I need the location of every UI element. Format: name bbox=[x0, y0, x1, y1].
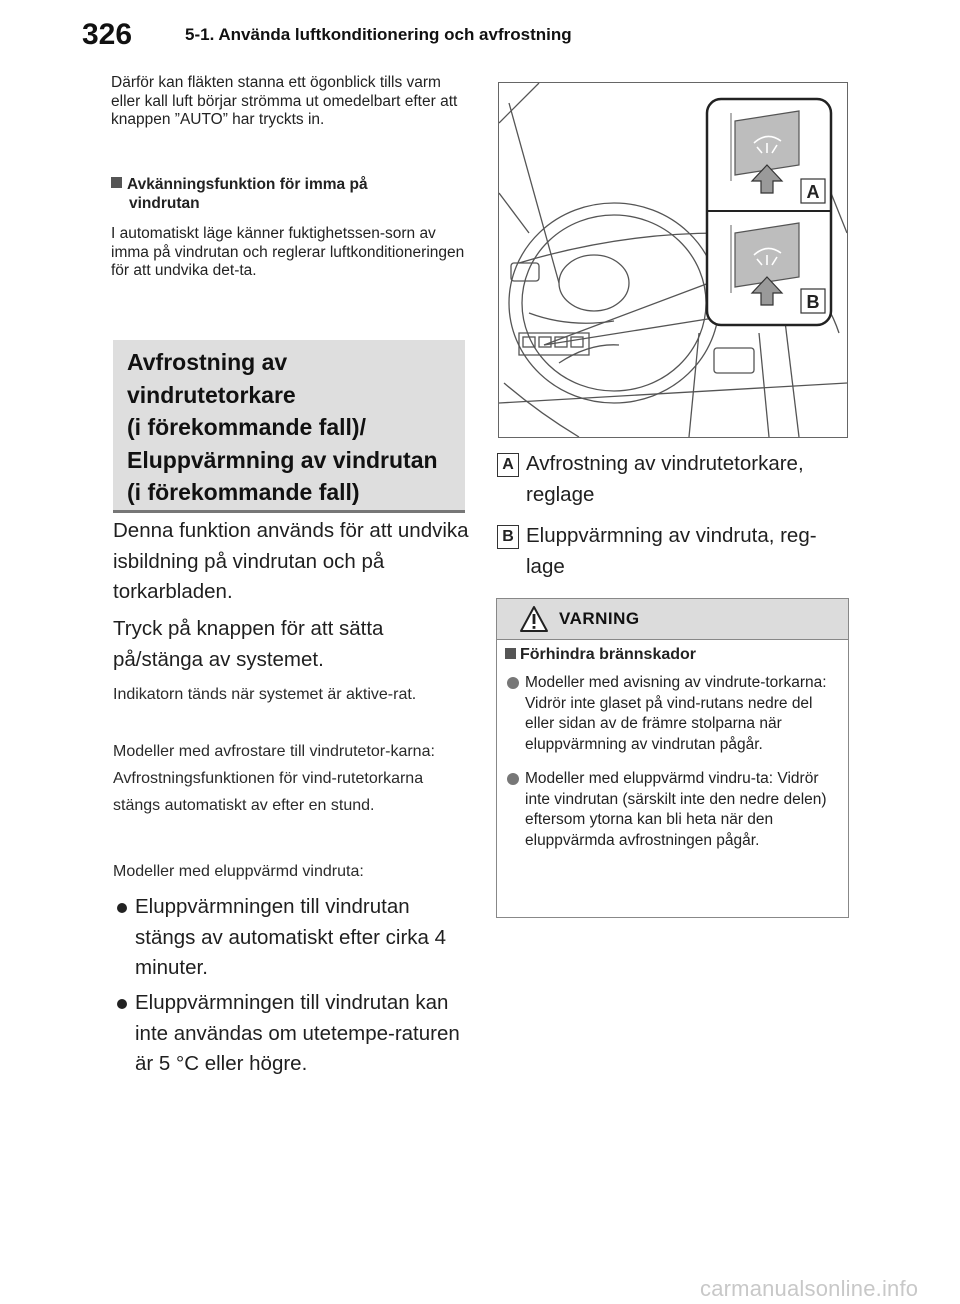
caption-b bbox=[526, 521, 846, 582]
list-item bbox=[113, 892, 473, 984]
caption-a-line-2: reglage bbox=[526, 482, 595, 506]
humidity-paragraph: I automatiskt läge känner fuktighetssen-sorn av imma på vindrutan och reglerar luftkonditioneringen för att undvika det-ta. bbox=[111, 225, 465, 279]
square-bullet-icon bbox=[111, 177, 122, 188]
heading-line: Avfrostning av bbox=[127, 349, 288, 375]
intro-paragraph: Därför kan fläkten stanna ett ögonblick tills varm eller kall luft börjar strömma ut omedelbart efter att knappen ”AUTO” har tryckts in. bbox=[111, 74, 458, 128]
warning-title: VARNING bbox=[559, 609, 640, 628]
dashboard-illustration bbox=[498, 82, 848, 438]
list-item bbox=[113, 988, 473, 1080]
list-item-text: Eluppvärmningen till vindrutan kan inte användas om utetempe-raturen är 5 °C eller högre. bbox=[135, 991, 460, 1075]
caption-b-line-1: Eluppvärmning av vindruta, reg- bbox=[526, 524, 817, 547]
circle-bullet-icon bbox=[507, 677, 519, 689]
subheading-line-1: Avkänningsfunktion för imma på bbox=[127, 176, 368, 193]
square-bullet-icon bbox=[505, 648, 516, 659]
body-paragraph-heated-models: Modeller med eluppvärmd vindruta: bbox=[113, 863, 364, 880]
warning-subheading bbox=[505, 645, 840, 665]
body-paragraph-indicator: Indikatorn tänds när systemet är aktive-rat. bbox=[113, 686, 417, 703]
page-number: 326 bbox=[82, 18, 133, 51]
body-paragraph-wiper-models: Modeller med avfrostare till vindrutetor-karna: Avfrostningsfunktionen för vind-rutetorkarna stängs automatiskt av efter en stund. bbox=[113, 743, 435, 814]
warning-item-text: Modeller med eluppvärmd vindru-ta: Vidrör inte vindrutan (särskilt inte den nedre delen) eftersom ytorna kan bli heta när den eluppvärmda avfrostningen pågår. bbox=[525, 770, 827, 849]
warning-body bbox=[505, 645, 840, 851]
warning-item bbox=[505, 769, 840, 851]
dashboard-drawing bbox=[499, 83, 847, 437]
warning-box bbox=[496, 598, 849, 918]
caption-a-line-1: Avfrostning av vindrutetorkare, bbox=[526, 452, 804, 475]
heading-line: (i förekommande fall) bbox=[127, 479, 360, 505]
bullet-dot-icon bbox=[117, 903, 127, 913]
caption-letter-a: A bbox=[497, 453, 519, 477]
heading-line: (i förekommande fall)/ bbox=[127, 414, 366, 440]
caption-a bbox=[526, 449, 846, 510]
warning-item bbox=[505, 673, 840, 755]
heading-line: Eluppvärmning av vindrutan bbox=[127, 446, 438, 473]
subheading-line-2: vindrutan bbox=[129, 195, 200, 212]
body-paragraph-button: Tryck på knappen för att sätta på/stänga av systemet. bbox=[113, 617, 384, 671]
section-heading-box bbox=[113, 340, 465, 513]
warning-triangle-icon bbox=[519, 605, 549, 633]
subheading-fog-detection bbox=[111, 175, 471, 213]
caption-letter-b: B bbox=[497, 525, 519, 549]
bullet-dot-icon bbox=[117, 999, 127, 1009]
heading-line: vindrutetorkare bbox=[127, 381, 296, 408]
warning-item-text: Modeller med avisning av vindrute-torkarna: Vidrör inte glaset på vind-rutans nedre del eller sidan av de främre stolparna när eluppvärmning av vindrutan pågår. bbox=[525, 674, 827, 753]
section-title: 5-1. Använda luftkonditionering och avfrostning bbox=[185, 25, 572, 44]
list-item-text: Eluppvärmningen till vindrutan stängs av automatiskt efter cirka 4 minuter. bbox=[135, 895, 447, 979]
warning-subheading-text: Förhindra brännskador bbox=[520, 646, 697, 663]
figure-label-a: A bbox=[806, 182, 820, 202]
watermark: carmanualsonline.info bbox=[700, 1276, 919, 1301]
section-heading bbox=[127, 346, 463, 509]
caption-b-line-2: lage bbox=[526, 554, 565, 578]
circle-bullet-icon bbox=[507, 773, 519, 785]
body-paragraph-purpose: Denna funktion används för att undvika isbildning på vindrutan och på torkarbladen. bbox=[113, 519, 469, 603]
figure-label-b: B bbox=[806, 292, 820, 312]
warning-header bbox=[497, 599, 848, 640]
